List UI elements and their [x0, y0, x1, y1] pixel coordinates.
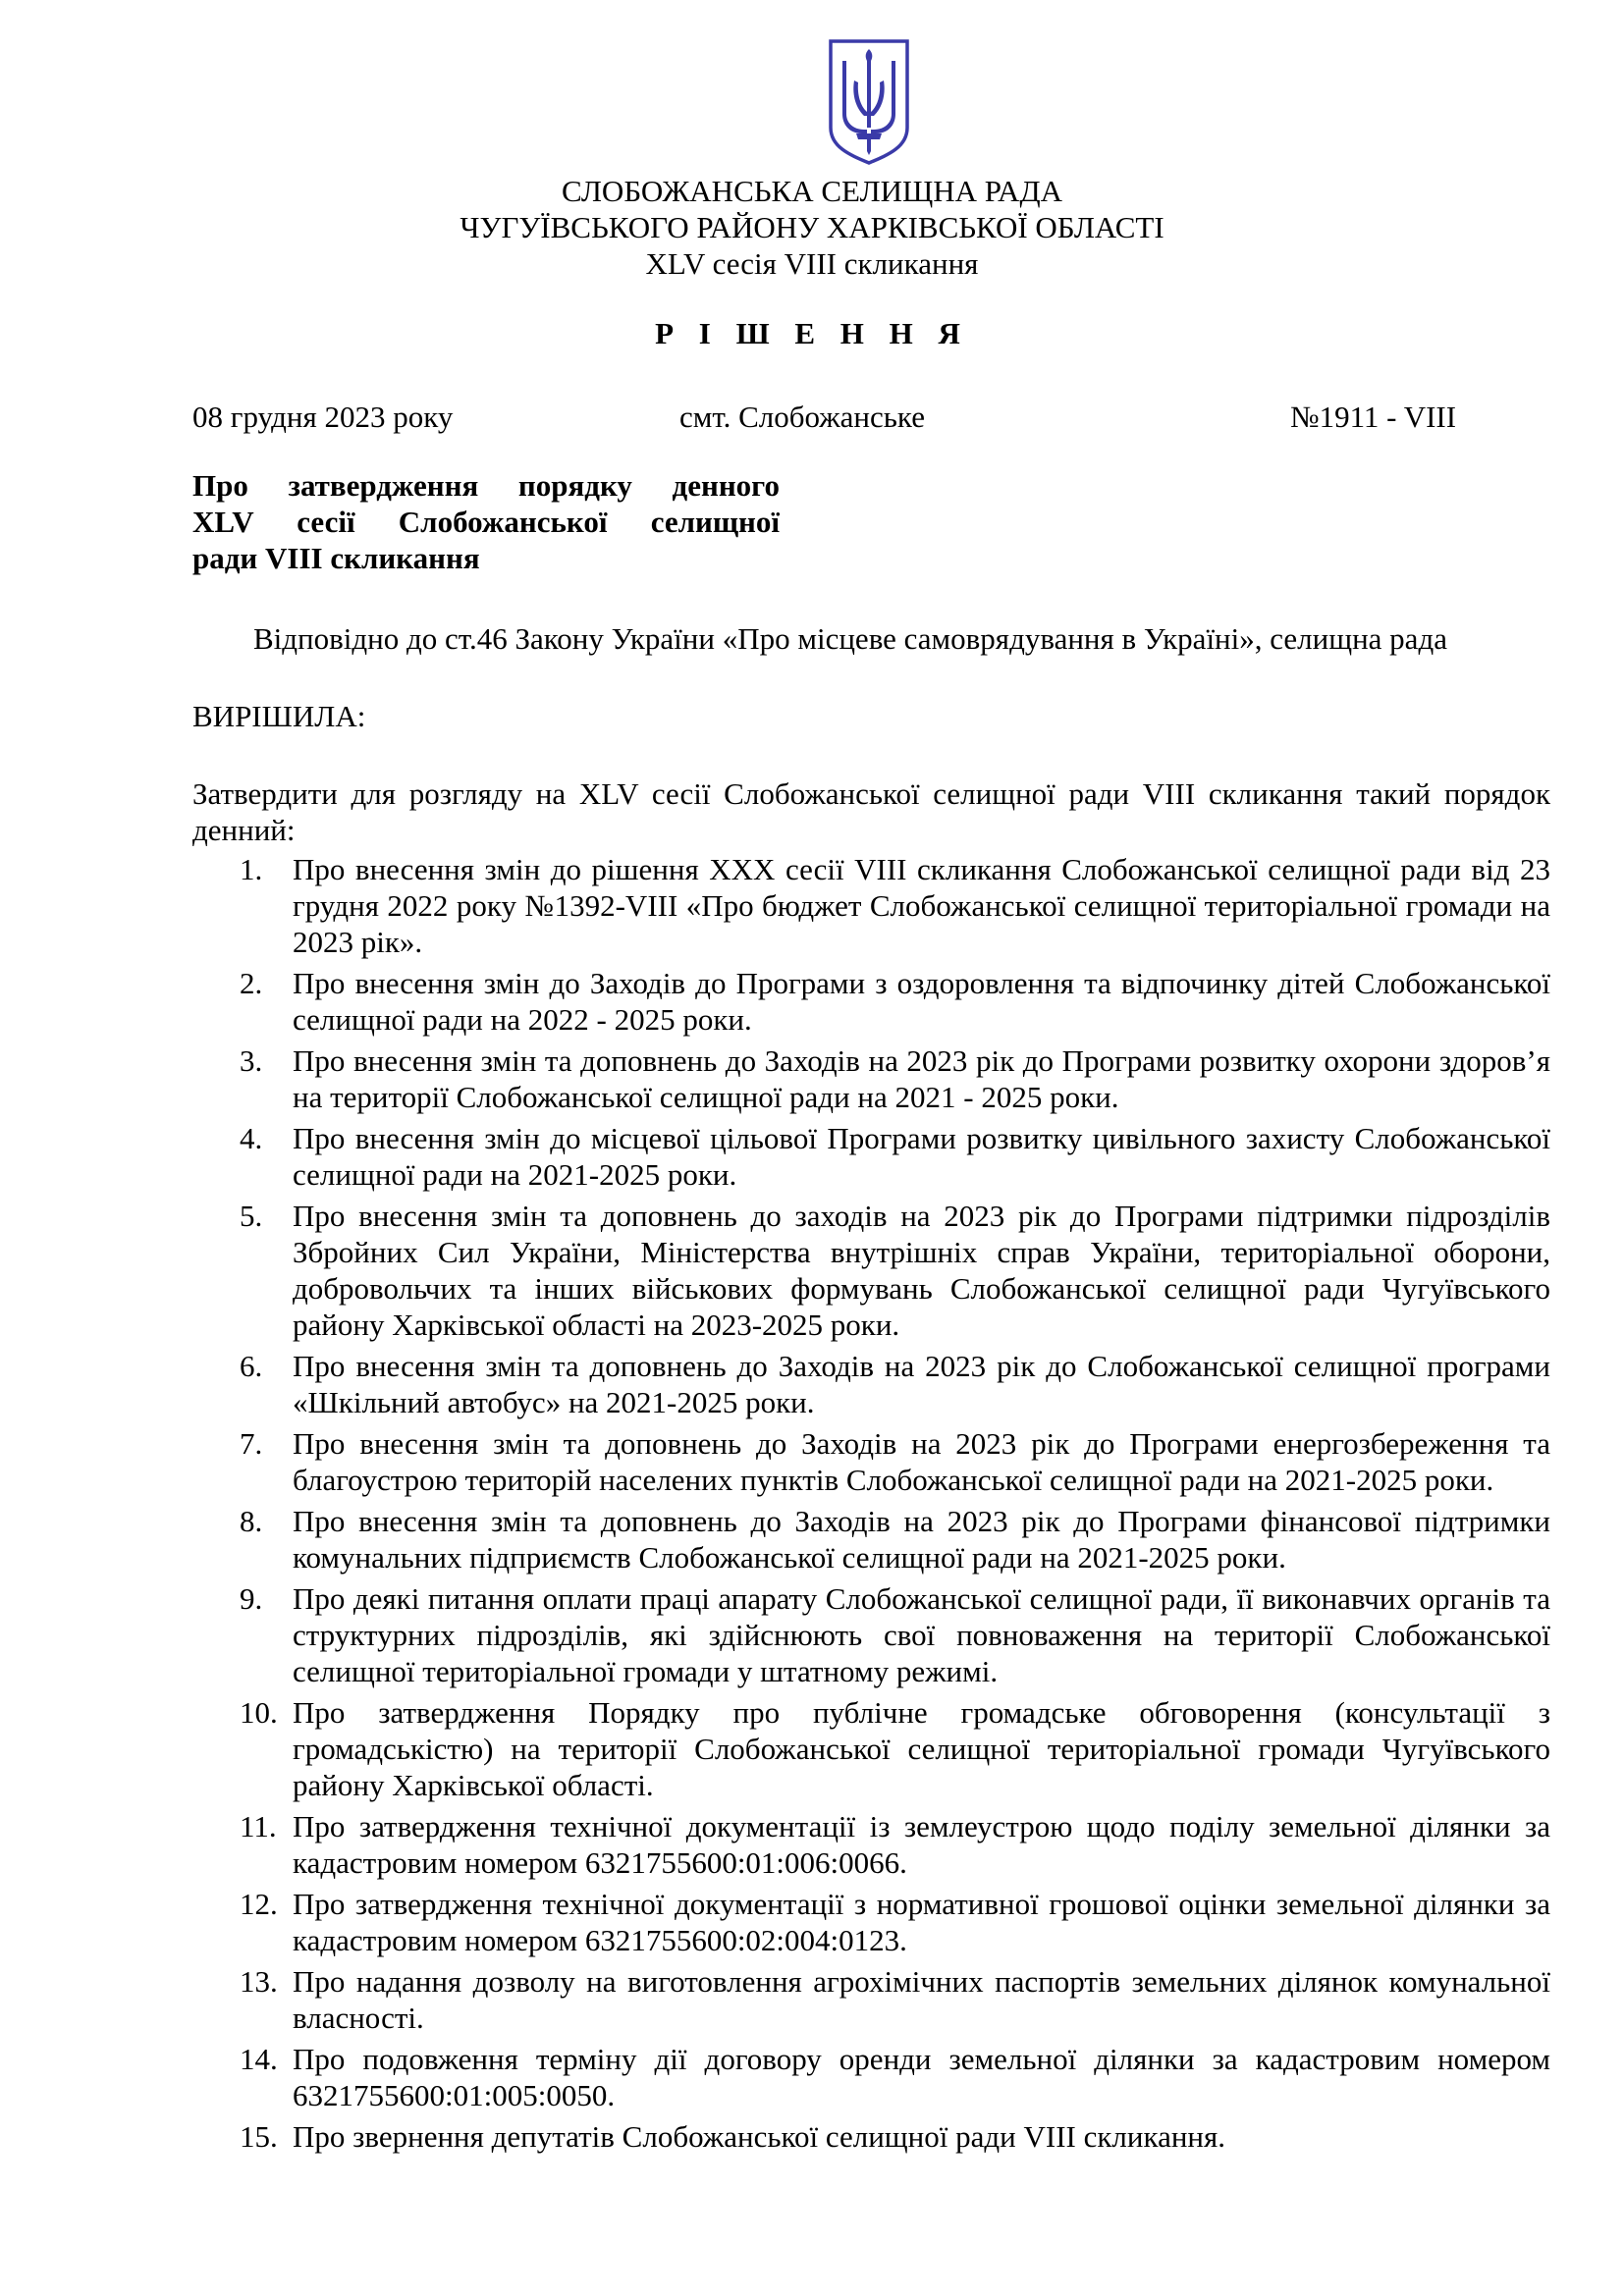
decision-number: №1911 - VIII [1290, 400, 1457, 434]
agenda-item-text: Про внесення змін та доповнень до Заходів на 2023 рік до Програми фінансової підтримки комунальних підприємств Слобожанської селищної ради на 2021-2025 роки. [293, 1504, 1550, 1575]
agenda-item-number: 14. [240, 2042, 278, 2076]
subject-line: Про затвердження порядку денного [192, 468, 780, 503]
district-name: ЧУГУЇВСЬКОГО РАЙОНУ ХАРКІВСЬКОЇ ОБЛАСТІ [460, 210, 1164, 244]
subject-line: XLV сесії Слобожанської селищної [192, 505, 780, 539]
agenda-item-number: 9. [240, 1581, 263, 1616]
agenda-item-text: Про внесення змін та доповнень до Заходів на 2023 рік до Слобожанської селищної програми «Шкільний автобус» на 2021-2025 роки. [293, 1349, 1550, 1419]
agenda-item-text: Про надання дозволу на виготовлення агрохімічних паспортів земельних ділянок комунальної власності. [293, 1964, 1550, 2035]
agenda-item [192, 1042, 1550, 1115]
agenda-item-number: 7. [240, 1426, 263, 1461]
agenda-item-text: Про подовження терміну дії договору оренди земельної ділянки за кадастровим номером 6321755600:01:005:0050. [293, 2042, 1550, 2112]
agenda-item-number: 11. [240, 1809, 277, 1843]
agenda-item-text: Про внесення змін до рішення XXX сесії VIII скликання Слобожанської селищної ради від 23 грудня 2022 року №1392-VIII «Про бюджет Слобожанської селищної територіальної громади на 2023 рік». [293, 852, 1550, 959]
agenda-item-number: 15. [240, 2119, 278, 2154]
agenda-item-text: Про деякі питання оплати праці апарату Слобожанської селищної ради, її виконавчих органів та структурних підрозділів, які здійснюють свої повноваження на території Слобожанської селищної територіальної громади у штатному режимі. [293, 1581, 1550, 1688]
agenda-item-text: Про внесення змін та доповнень до Заходів на 2023 рік до Програми енергозбереження та благоустрою територій населених пунктів Слобожанської селищної ради на 2021-2025 роки. [293, 1426, 1550, 1497]
agenda-item-number: 12. [240, 1887, 278, 1921]
agenda-item-number: 3. [240, 1043, 263, 1078]
agenda-item [192, 1886, 1550, 1958]
subject-line: ради VIII скликання [192, 541, 480, 575]
agenda-item [192, 2041, 1550, 2113]
decision-subject [192, 467, 780, 576]
agenda-item-text: Про внесення змін та доповнень до заходів на 2023 рік до Програми підтримки підрозділів Збройних Сил України, Міністерства внутрішніх справ України, територіальної оборони, добровольчих та інших військових формувань Слобожанської селищної ради Чугуївського району Харківської області на 2023-2025 роки. [293, 1199, 1550, 1342]
agenda-item [192, 2118, 1550, 2155]
agenda-intro: Затвердити для розгляду на XLV сесії Слобожанської селищної ради VIII скликання такий порядок денний: [192, 776, 1550, 847]
agenda-list [192, 851, 1550, 2160]
agenda-item-text: Про затвердження технічної документації з нормативної грошової оцінки земельної ділянки за кадастровим номером 6321755600:02:004:0123. [293, 1887, 1550, 1957]
agenda-item-number: 2. [240, 966, 263, 1000]
agenda-item [192, 1963, 1550, 2036]
agenda-item [192, 1348, 1550, 1420]
agenda-item [192, 1694, 1550, 1803]
agenda-item-number: 8. [240, 1504, 263, 1538]
agenda-item [192, 1580, 1550, 1689]
coat-of-arms-of-ukraine-icon [825, 37, 913, 165]
agenda-item-number: 1. [240, 852, 263, 886]
agenda-item [192, 1425, 1550, 1498]
agenda-item-text: Про внесення змін та доповнень до Заходів на 2023 рік до Програми розвитку охорони здоров’я на території Слобожанської селищної ради на 2021 - 2025 роки. [293, 1043, 1550, 1114]
document-title: Р І Ш Е Н Н Я [655, 316, 969, 350]
decision-place: смт. Слобожанське [679, 400, 925, 434]
decision-date: 08 грудня 2023 року [192, 400, 454, 434]
agenda-item-number: 6. [240, 1349, 263, 1383]
agenda-item-number: 4. [240, 1121, 263, 1155]
council-header [0, 173, 1624, 282]
agenda-item-number: 13. [240, 1964, 278, 1999]
decided-heading: ВИРІШИЛА: [192, 699, 366, 733]
agenda-item [192, 1120, 1550, 1193]
agenda-item-text: Про внесення змін до місцевої цільової Програми розвитку цивільного захисту Слобожанської селищної ради на 2021-2025 роки. [293, 1121, 1550, 1192]
council-name: СЛОБОЖАНСЬКА СЕЛИЩНА РАДА [562, 174, 1062, 208]
agenda-item-text: Про затвердження Порядку про публічне громадське обговорення (консультації з громадськістю) на території Слобожанської селищної територіальної громади Чугуївського району Харківської області. [293, 1695, 1550, 1802]
agenda-item-text: Про внесення змін до Заходів до Програми з оздоровлення та відпочинку дітей Слобожанської селищної ради на 2022 - 2025 роки. [293, 966, 1550, 1037]
agenda-item-number: 10. [240, 1695, 278, 1730]
agenda-item-text: Про звернення депутатів Слобожанської селищної ради VIII скликання. [293, 2119, 1226, 2154]
agenda-item-text: Про затвердження технічної документації із землеустрою щодо поділу земельної ділянки за кадастровим номером 6321755600:01:006:0066. [293, 1809, 1550, 1880]
session-info: XLV сесія VIII скликання [645, 246, 979, 281]
legal-basis: Відповідно до ст.46 Закону України «Про місцеве самоврядування в Україні», селищна рада [253, 621, 1447, 656]
agenda-item [192, 1198, 1550, 1343]
agenda-item-number: 5. [240, 1199, 263, 1233]
agenda-item [192, 965, 1550, 1038]
agenda-item [192, 1503, 1550, 1575]
agenda-item [192, 1808, 1550, 1881]
agenda-item [192, 851, 1550, 960]
